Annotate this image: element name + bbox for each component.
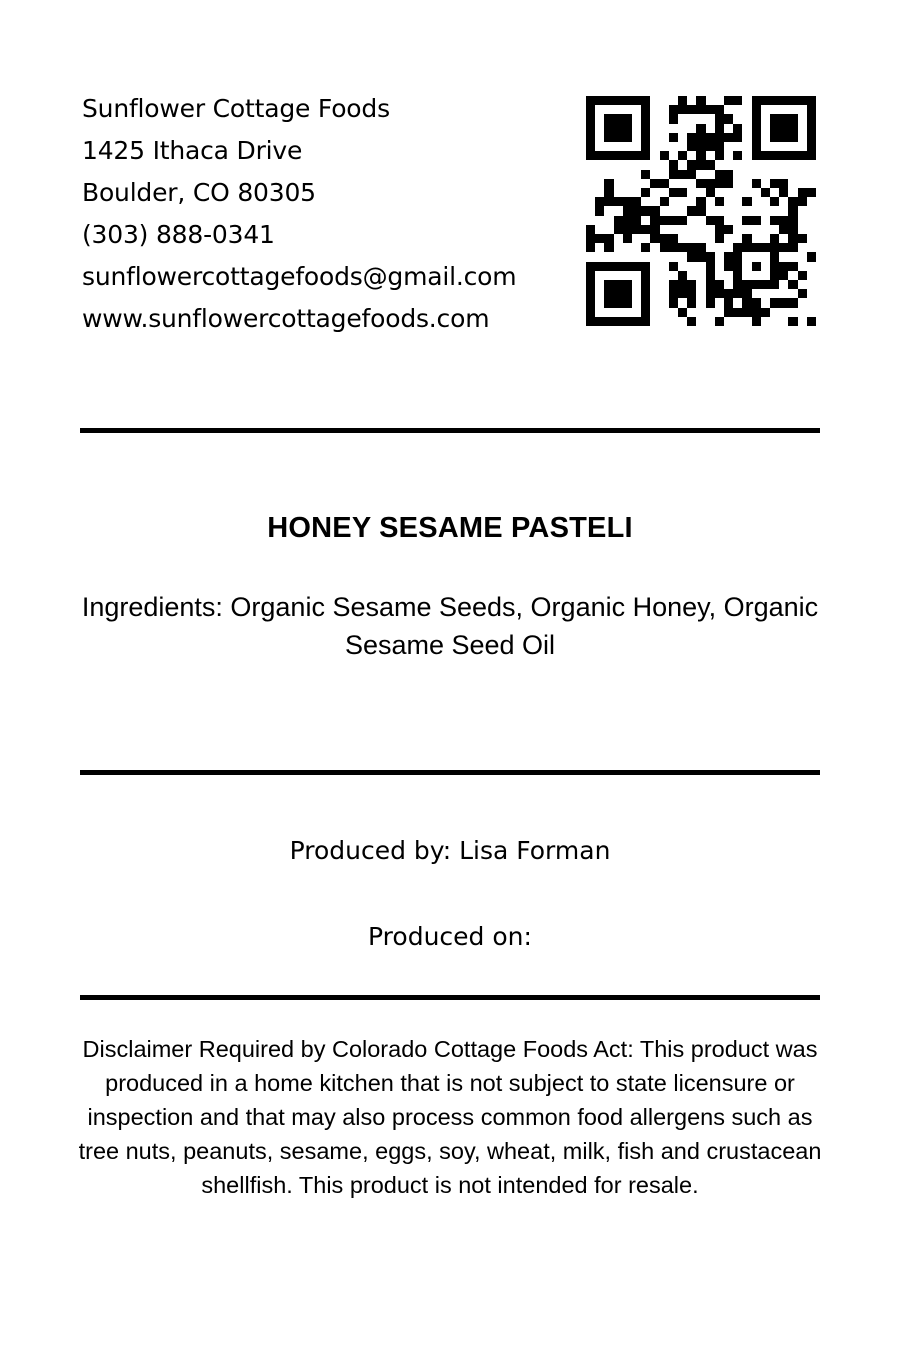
business-phone: (303) 888-0341 [82, 220, 275, 249]
qr-code-wrapper [586, 96, 816, 326]
business-name: Sunflower Cottage Foods [82, 94, 390, 123]
business-city-state-zip: Boulder, CO 80305 [82, 178, 316, 207]
business-email: sunflowercottagefoods@gmail.com [82, 262, 517, 291]
business-website: www.sunflowercottagefoods.com [82, 304, 490, 333]
divider-top [80, 428, 820, 433]
page-title: HONEY SESAME PASTELI [267, 512, 633, 544]
label-header [82, 88, 822, 340]
ingredients-text: Ingredients: Organic Sesame Seeds, Organic Honey, Organic Sesame Seed Oil [81, 592, 819, 660]
qr-code-icon [586, 96, 816, 326]
divider-middle [80, 770, 820, 775]
disclaimer-text: Disclaimer Required by Colorado Cottage Foods Act: This product was produced in a home kitchen that is not subject to state licensure or inspection and that may also process common food allergens such as tree nuts, peanuts, sesame, eggs, soy, wheat, milk, fish and crustacean shellfish. This product is not intended for resale. [78, 1036, 822, 1198]
business-street: 1425 Ithaca Drive [82, 136, 303, 165]
produced-by-text: Produced by: Lisa Forman [289, 836, 611, 865]
produced-on-text: Produced on: [368, 922, 532, 951]
divider-bottom [80, 995, 820, 1000]
business-info-block [82, 88, 516, 340]
